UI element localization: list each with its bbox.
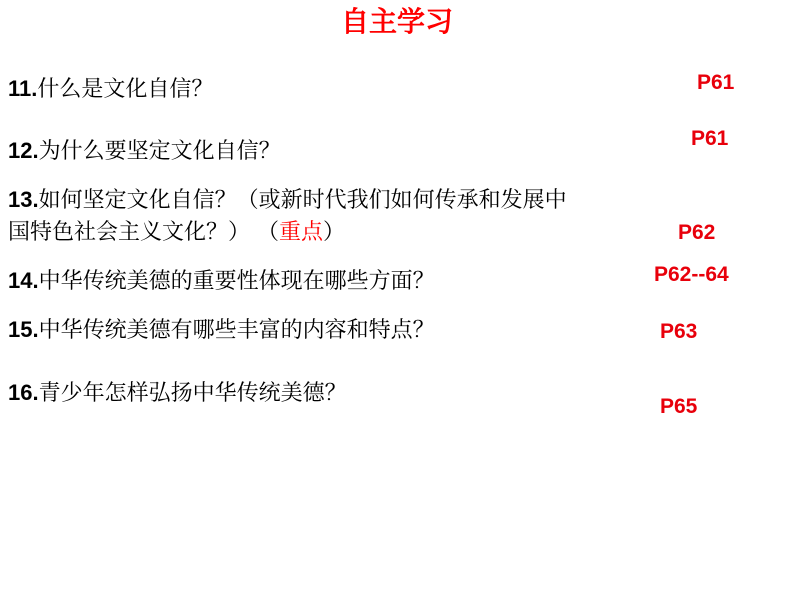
page-reference-15: P63 [660, 320, 698, 343]
question-number: 11. [8, 76, 38, 101]
page-reference-12: P61 [691, 127, 729, 150]
question-14 [8, 263, 435, 300]
page-reference-13: P62 [678, 221, 716, 244]
question-text-line2-end: ） [323, 220, 346, 245]
page-reference-16: P65 [660, 395, 698, 418]
question-number: 14. [8, 268, 39, 293]
question-13 [8, 182, 567, 219]
question-text: 青少年怎样弘扬中华传统美德？ [38, 381, 347, 406]
question-text: 为什么要坚定文化自信？ [38, 139, 281, 164]
question-number: 13. [8, 187, 39, 212]
question-text: 什么是文化自信？ [37, 77, 214, 102]
question-text-line2: 国特色社会主义文化？） （ [8, 220, 279, 245]
question-15 [8, 312, 435, 349]
page-title: 自主学习 [340, 5, 453, 38]
question-16 [8, 375, 347, 412]
question-number: 15. [8, 317, 39, 342]
question-number: 16. [8, 380, 39, 405]
question-11 [8, 71, 213, 108]
page-reference-14: P62--64 [654, 263, 729, 286]
question-text: 中华传统美德的重要性体现在哪些方面？ [38, 269, 435, 294]
question-number: 12. [8, 138, 39, 163]
emphasis-key-point: 重点 [279, 220, 324, 245]
question-text-line1: 如何坚定文化自信？（或新时代我们如何传承和发展中 [38, 188, 567, 213]
question-text: 中华传统美德有哪些丰富的内容和特点？ [38, 318, 435, 343]
question-12 [8, 133, 281, 170]
question-13-line2 [8, 215, 345, 251]
page-reference-11: P61 [697, 71, 735, 94]
